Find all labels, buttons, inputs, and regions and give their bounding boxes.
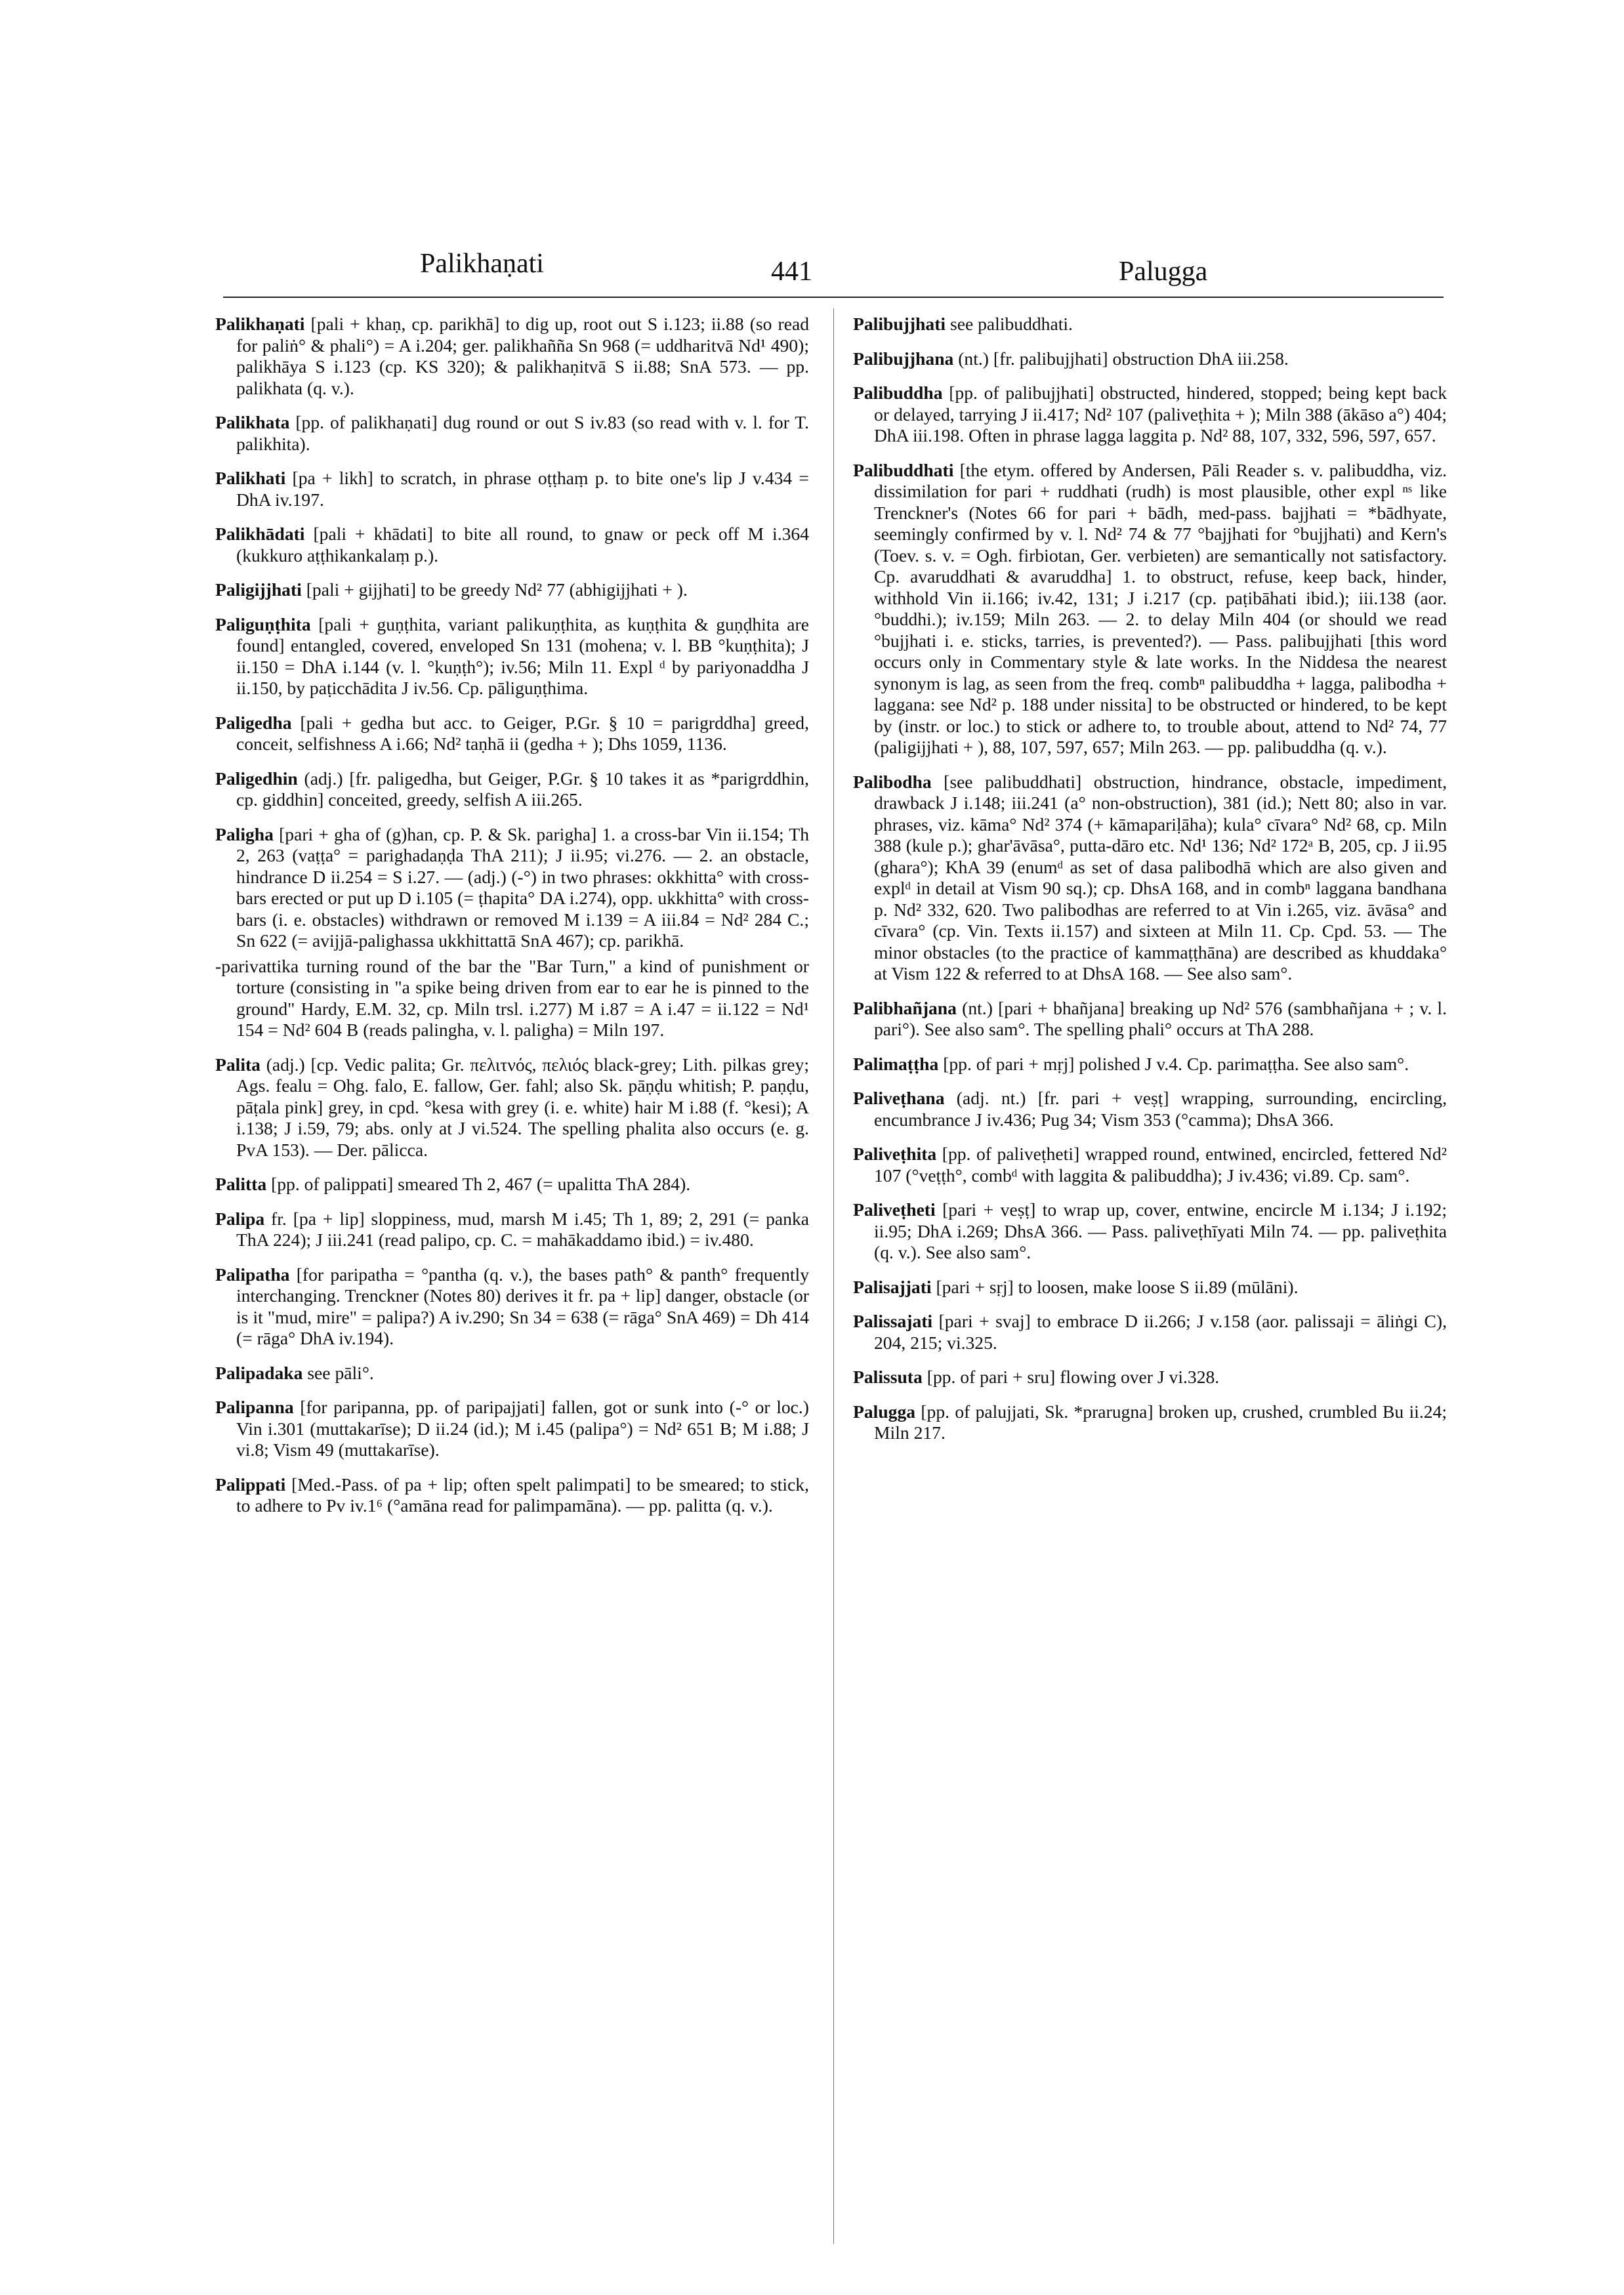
dictionary-entry — [215, 1363, 809, 1384]
entry-definition: (nt.) [pari + bhañjana] breaking up Nd² 576 (sambhañjana + ; v. l. pari°). See also sam°. The spelling phali° occurs at ThA 288. — [874, 997, 1447, 1039]
headword: Palippati — [215, 1474, 286, 1495]
headword: Palikhati — [215, 468, 286, 488]
dictionary-entry — [853, 314, 1447, 335]
entry-definition: see palibuddhati. — [946, 314, 1073, 334]
entry-definition: -parivattika turning round of the bar the "Bar Turn," a kind of punishment or torture (consisting in "a spike being driven from ear to ear he is pinned to the ground" Hardy, E.M. 32, cp. Miln trsl. i.277) M i.87 = A i.47 = ii.122 = Nd¹ 154 = Nd² 604 B (reads palingha, v. l. paligha) = Miln 197. — [215, 955, 809, 1040]
entry-definition: [pp. of palippati] smeared Th 2, 467 (= upalitta ThA 284). — [266, 1174, 691, 1194]
right-column — [853, 314, 1447, 1457]
entry-definition: [pali + khādati] to bite all round, to gnaw or peck off M i.364 (kukkuro aṭṭhikankalaṃ p.). — [236, 524, 809, 566]
headword: Palita — [215, 1054, 260, 1075]
dictionary-entry — [215, 1209, 809, 1251]
headword: Palibhañjana — [853, 997, 957, 1018]
headword: Paliguṇṭhita — [215, 613, 311, 634]
entry-definition: [pali + gijjhati] to be greedy Nd² 77 (abhigijjhati + ). — [301, 579, 688, 600]
entry-definition: (adj.) [fr. paligedha, but Geiger, P.Gr. § 10 takes it as *parigrddhin, cp. giddhin] conceited, greedy, selfish A iii.265. — [236, 768, 809, 810]
right-running-head: Palugga — [1119, 257, 1208, 287]
dictionary-entry — [215, 1474, 809, 1517]
headword: Palibujjhati — [853, 314, 946, 334]
dictionary-entry — [853, 1401, 1447, 1444]
dictionary-entry — [853, 1088, 1447, 1130]
headword: Palugga — [853, 1401, 916, 1422]
headword: Palibuddhati — [853, 459, 954, 480]
entry-definition: [pp. of palibujjhati] obstructed, hindered, stopped; being kept back or delayed, tarrying J ii.417; Nd² 107 (paliveṭhita + ); Miln 388 (ākāso a°) 404; DhA iii.198. Often in phrase lagga laggita p. Nd² 88, 107, 332, 596, 597, 657. — [874, 382, 1447, 445]
dictionary-entry — [215, 314, 809, 399]
entry-definition: [pali + khaṇ, cp. parikhā] to dig up, root out S i.123; ii.88 (so read for paliṅ° & phali°) = A i.204; ger. palikhañña Sn 968 (= uddharitvā Nd¹ 490); palikhāya S i.123 (cp. KS 320); & palikhaṇitvā S ii.88; SnA 573. — pp. palikhata (q. v.). — [236, 314, 809, 398]
dictionary-entry — [215, 1397, 809, 1461]
entry-definition: [pp. of paliveṭheti] wrapped round, entwined, encircled, fettered Nd² 107 (°veṭṭh°, combᵈ with laggita & palibuddha); J iv.436; vi.89. Cp. sam°. — [874, 1144, 1447, 1186]
page-number: 441 — [771, 257, 812, 287]
dictionary-entry — [853, 1367, 1447, 1388]
column-divider — [833, 308, 834, 2244]
headword: Palibujjhana — [853, 348, 954, 369]
dictionary-entry — [853, 1311, 1447, 1354]
entry-definition: [pp. of pari + mṛj] polished J v.4. Cp. parimaṭṭha. See also sam°. — [938, 1053, 1409, 1074]
entry-definition: [pp. of palujjati, Sk. *prarugna] broken up, crushed, crumbled Bu ii.24; Miln 217. — [874, 1401, 1447, 1443]
headword: Palimaṭṭha — [853, 1053, 939, 1074]
entry-definition: [see palibuddhati] obstruction, hindrance, obstacle, impediment, drawback J i.148; iii.241 (a° non-obstruction), 381 (id.); Nett 80; also in var. phrases, viz. kāma° Nd² 374 (+ kāmapariḷāha); kula° cīvara° Nd² 68, cp. Miln 388 (kule p.); ghar'āvāsa°, putta-dāro etc. Nd¹ 136; Nd² 172ᵃ B, 205, cp. J ii.95 (ghara°); KhA 39 (enumᵈ as set of dasa palibodhā which are also given and explᵈ in detail at Vism 90 sq.); cp. DhsA 168, and in combⁿ laggana bandhana p. Nd² 332, 620. Two palibodhas are referred to at Vin i.265, viz. āvāsa° and cīvara° (cp. Vin. Texts ii.157) and sixteen at Miln 11. Cp. Cpd. 53. — The minor obstacles (to the practice of kammaṭṭhāna) are described as khuddaka° at Vism 122 & referred to at DhsA 168. — See also sam°. — [874, 771, 1447, 983]
dictionary-entry — [215, 614, 809, 699]
headword: Paligha — [215, 823, 274, 844]
headword: Paliveṭheti — [853, 1199, 936, 1220]
entry-definition: [pari + gha of (g)han, cp. P. & Sk. parigha] 1. a cross-bar Vin ii.154; Th 2, 263 (vaṭṭa° = parighadaṇḍa ThA 211); J ii.95; vi.276. — 2. an obstacle, hindrance D ii.254 = S i.27. — (adj.) (-°) in two phrases: okkhitta° with cross-bars erected or put up D i.105 (= ṭhapita° DA i.274), opp. ukkhitta° with cross-bars (i. e. obstacles) withdrawn or removed M i.139 = A iii.84 = Nd² 284 C.; Sn 622 (= avijjā-palighassa ukkhittattā SnA 467); cp. parikhā. — [236, 823, 809, 951]
dictionary-entry — [853, 460, 1447, 758]
headword: Palitta — [215, 1174, 267, 1194]
headword: Palikhaṇati — [215, 314, 305, 334]
entry-definition: [pali + gedha but acc. to Geiger, P.Gr. § 10 = parigrddha] greed, conceit, selfishness A i.66; Nd² taṇhā ii (gedha + ); Dhs 1059, 1136. — [236, 712, 809, 754]
entry-definition: fr. [pa + lip] sloppiness, mud, marsh M i.45; Th 1, 89; 2, 291 (= panka ThA 224); J iii.241 (read palipo, cp. C. = mahākaddamo ibid.) = iv.480. — [236, 1208, 809, 1250]
headword: Palipatha — [215, 1264, 290, 1285]
headword: Palikhādati — [215, 524, 305, 544]
entry-definition: [pari + veṣṭ] to wrap up, cover, entwine, encircle M i.134; J i.192; ii.95; DhA i.269; DhsA 366. — Pass. paliveṭhīyati Miln 74. — pp. paliveṭhita (q. v.). See also sam°. — [874, 1199, 1447, 1262]
left-running-head: Palikhaṇati — [420, 249, 544, 279]
dictionary-entry — [215, 1264, 809, 1350]
dictionary-entry — [215, 412, 809, 455]
dictionary-entry — [215, 713, 809, 755]
entry-definition: [the etym. offered by Andersen, Pāli Reader s. v. palibuddha, viz. dissimilation for pari + ruddhati (rudh) is most plausible, other expl ⁿˢ like Trenckner's (Notes 66 for pari + bādh, med-pass. bajjhati = *bādhyate, seemingly confirmed by v. l. Nd² 74 & 77 °bajjhati for °bujjhati) and Kern's (Toev. s. v. = Ogh. firbiotan, Ger. verbieten) are semantically not satisfactory. Cp. avaruddhati & avaruddha] 1. to obstruct, refuse, keep back, hinder, withhold Vin ii.166; iv.42, 131; J i.217 (cp. paṭibāhati ibid.); iii.138 (aor. °buddhi.); iv.159; Miln 263. — 2. to delay Miln 404 (or should we read °bujjhati i. e. sticks, tarries, is prevented?). — Pass. palibujjhati [this word occurs only in Commentary style & late works. In the Niddesa the nearest synonym is lag, as seen from the freq. combⁿ palibuddha + lagga, palibodha + laggana: see Nd² p. 188 under nissita] to be obstructed or hindered, to be kept by (instr. or loc.) to stick or adhere to, to trouble about, attend to Nd² 74, 77 (paligijjhati + ), 88, 107, 597, 657; Miln 263. — pp. palibuddha (q. v.). — [874, 459, 1447, 757]
entry-definition: [for paripatha = °pantha (q. v.), the bases path° & panth° frequently interchanging. Trenckner (Notes 80) derives it fr. pa + lip] danger, obstacle (or is it "mud, mire" = palipa?) A iv.290; Sn 34 = 638 (= rāga° SnA 469) = Dh 414 (= rāga° DhA iv.194). — [236, 1264, 809, 1348]
left-column — [215, 314, 809, 1530]
entry-definition: see pāli°. — [302, 1362, 374, 1383]
entry-definition: [Med.-Pass. of pa + lip; often spelt palimpati] to be smeared; to stick, to adhere to Pv iv.1⁶ (°amāna read for palimpamāna). — pp. palitta (q. v.). — [236, 1474, 809, 1516]
dictionary-entry — [215, 1174, 809, 1195]
headword: Paliveṭhita — [853, 1144, 937, 1164]
dictionary-entry — [215, 956, 809, 1041]
headword: Palipadaka — [215, 1362, 303, 1383]
headword: Paligedhin — [215, 768, 298, 789]
dictionary-entry — [853, 1199, 1447, 1264]
entry-definition: [pp. of palikhaṇati] dug round or out S iv.83 (so read with v. l. for T. palikhita). — [236, 412, 809, 454]
dictionary-entry — [853, 998, 1447, 1041]
headword: Paligijjhati — [215, 579, 302, 600]
dictionary-entry — [215, 824, 809, 952]
entry-definition: [pari + svaj] to embrace D ii.266; J v.158 (aor. palissaji = āliṅgi C), 204, 215; vi.325. — [874, 1311, 1447, 1353]
dictionary-entry — [215, 1054, 809, 1161]
dictionary-entry — [853, 1054, 1447, 1075]
headword: Palibodha — [853, 771, 932, 792]
dictionary-entry — [853, 1277, 1447, 1298]
headword: Palipa — [215, 1208, 265, 1229]
headword: Paliveṭhana — [853, 1088, 945, 1108]
headword: Palisajjati — [853, 1276, 932, 1297]
dictionary-entry — [215, 579, 809, 601]
entry-definition: [pa + likh] to scratch, in phrase oṭṭhaṃ p. to bite one's lip J v.434 = DhA iv.197. — [236, 468, 809, 510]
headword: Paligedha — [215, 712, 292, 733]
headword: Palissajati — [853, 1311, 933, 1331]
dictionary-entry — [853, 348, 1447, 370]
dictionary-entry — [215, 768, 809, 811]
entry-definition: [for paripanna, pp. of paripajjati] fallen, got or sunk into (-° or loc.) Vin i.301 (muttakarīse); D ii.24 (id.); M i.45 (palipa°) = Nd² 651 B; M i.88; J vi.8; Vism 49 (muttakarīse). — [236, 1397, 809, 1460]
entry-definition: (adj.) [cp. Vedic palita; Gr. πελιτνός, πελιός black-grey; Lith. pilkas grey; Ags. fealu = Ohg. falo, E. fallow, Ger. fahl; also Sk. pāṇḍu whitish; P. paṇḍu, pāṭala pink] grey, in cpd. °kesa with grey (i. e. white) hair M i.88 (f. °kesi); A i.138; J i.59, 79; abs. only at J vi.524. The spelling phalita also occurs (e. g. PvA 153). — Der. pālicca. — [236, 1054, 809, 1160]
entry-definition: [pali + guṇṭhita, variant palikuṇṭhita, as kuṇṭhita & guṇḍhita are found] entangled, covered, enveloped Sn 131 (mohena; v. l. BB °kuṇṭhita); J ii.150 = DhA i.144 (v. l. °kuṇṭh°); iv.56; Miln 11. Expl ᵈ by pariyonaddha J ii.150, by paṭicchādita J iv.56. Cp. pāliguṇṭhima. — [236, 613, 809, 698]
headword: Palikhata — [215, 412, 290, 432]
entry-definition: [pari + sṛj] to loosen, make loose S ii.89 (mūlāni). — [931, 1276, 1299, 1297]
entry-definition: (adj. nt.) [fr. pari + veṣṭ] wrapping, surrounding, encircling, encumbrance J iv.436; Pug 34; Vism 353 (°camma); DhsA 366. — [874, 1088, 1447, 1130]
page-header — [223, 248, 1444, 300]
entry-definition: [pp. of pari + sru] flowing over J vi.328. — [922, 1367, 1220, 1387]
entry-definition: (nt.) [fr. palibujjhati] obstruction DhA iii.258. — [953, 348, 1289, 369]
dictionary-entry — [215, 468, 809, 510]
headword: Palibuddha — [853, 382, 943, 403]
header-rule — [223, 297, 1444, 298]
dictionary-entry — [853, 1144, 1447, 1186]
dictionary-entry — [853, 772, 1447, 985]
dictionary-entry — [853, 382, 1447, 447]
headword: Palissuta — [853, 1367, 923, 1387]
dictionary-entry — [215, 524, 809, 566]
headword: Palipanna — [215, 1397, 294, 1417]
